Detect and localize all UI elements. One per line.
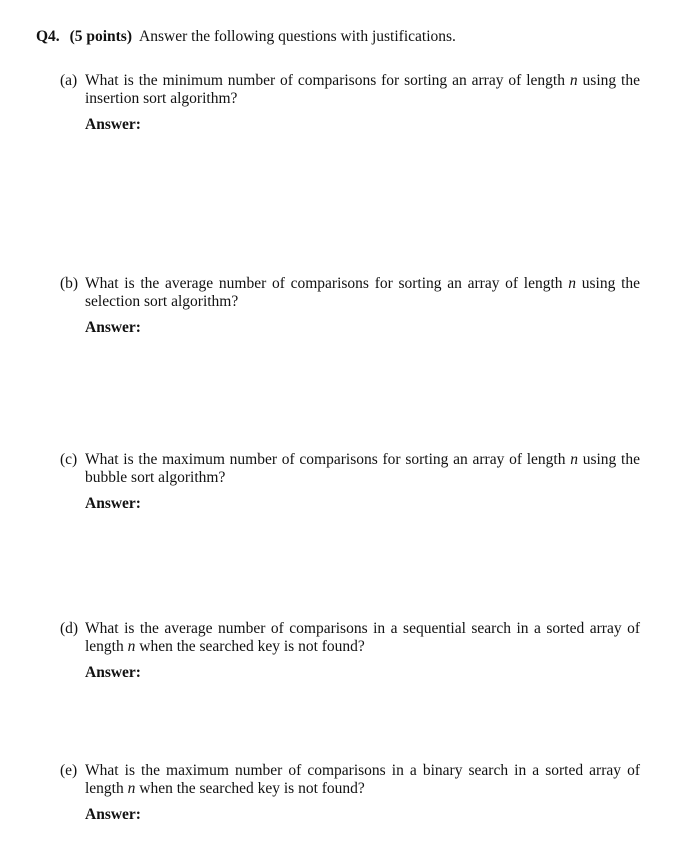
sub-question-text xyxy=(85,762,640,798)
answer-label: Answer: xyxy=(85,664,141,681)
points-value: (5 points) xyxy=(69,28,133,45)
sub-question-label: (a) xyxy=(60,72,78,89)
sub-question-text xyxy=(85,72,640,108)
answer-label: Answer: xyxy=(85,806,141,823)
sub-question-text xyxy=(85,275,640,311)
question-text-end: using the insertion sort algorithm? xyxy=(85,72,640,107)
answer-label: Answer: xyxy=(85,116,141,133)
sub-question-label: (d) xyxy=(60,620,79,637)
question-text-end: when the searched key is not found? xyxy=(135,638,365,655)
question-number: Q4. xyxy=(36,28,60,45)
question-text-start: What is the minimum number of comparisons for sorting an array of length xyxy=(85,72,570,89)
question-text-end: when the searched key is not found? xyxy=(135,780,365,797)
sub-question-label: (e) xyxy=(60,762,78,779)
sub-question-text xyxy=(85,451,640,487)
variable-n: n xyxy=(127,780,136,797)
variable-n: n xyxy=(570,451,578,468)
sub-question-a xyxy=(60,72,640,134)
variable-n: n xyxy=(127,638,136,655)
variable-n: n xyxy=(569,72,578,89)
sub-question-label: (b) xyxy=(60,275,79,292)
sub-question-e xyxy=(60,762,640,824)
question-text-end: using the selection sort algorithm? xyxy=(85,275,641,310)
question-text-start: What is the maximum number of comparisons in a binary search in a sorted array of length xyxy=(85,762,640,797)
sub-question-b xyxy=(60,275,640,337)
answer-label: Answer: xyxy=(85,319,141,336)
question-instruction: Answer the following questions with justifications. xyxy=(139,28,456,45)
question-text-end: using the bubble sort algorithm? xyxy=(85,451,640,486)
question-header xyxy=(36,28,456,46)
question-text-start: What is the maximum number of comparisons for sorting an array of length xyxy=(85,451,571,468)
question-text-start: What is the average number of comparisons in a sequential search in a sorted array of length xyxy=(85,620,640,655)
sub-question-c xyxy=(60,451,640,513)
sub-question-label: (c) xyxy=(60,451,78,468)
question-text-start: What is the average number of comparisons for sorting an array of length xyxy=(85,275,569,292)
sub-question-text xyxy=(85,620,640,656)
answer-label: Answer: xyxy=(85,495,141,512)
sub-question-d xyxy=(60,620,640,682)
variable-n: n xyxy=(568,275,577,292)
